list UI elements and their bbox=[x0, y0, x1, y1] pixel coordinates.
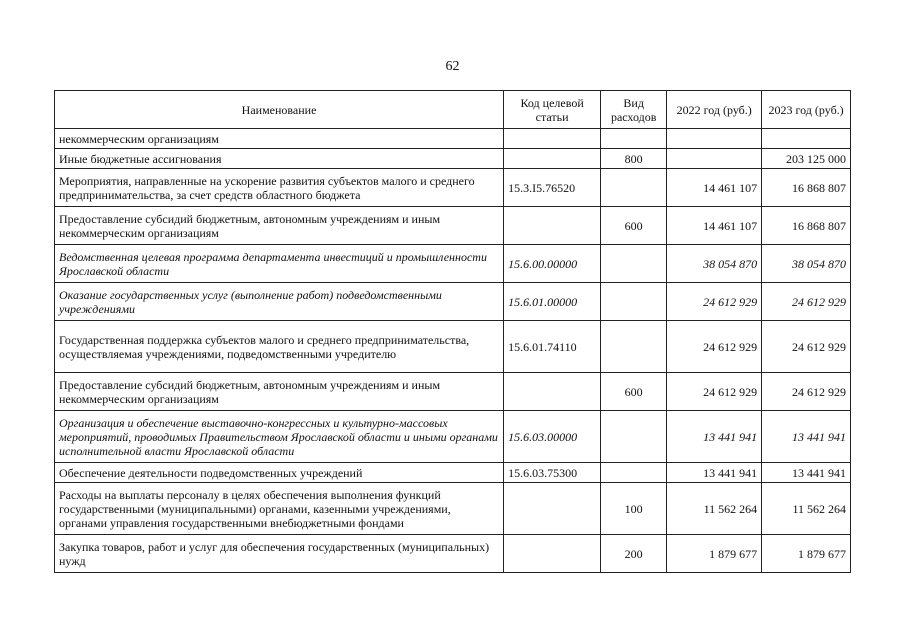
table-row bbox=[55, 535, 851, 573]
row-code-cell: 15.3.I5.76520 bbox=[504, 169, 601, 207]
table-row bbox=[55, 245, 851, 283]
row-name-cell: Закупка товаров, работ и услуг для обеспечения государственных (муниципальных) нужд bbox=[55, 535, 504, 573]
header-code: Код целевой статьи bbox=[504, 91, 601, 129]
row-code-cell: 15.6.01.00000 bbox=[504, 283, 601, 321]
row-type-cell: 200 bbox=[601, 535, 667, 573]
page-number: 62 bbox=[445, 59, 460, 74]
row-2023-cell: 24 612 929 bbox=[762, 373, 851, 411]
table-row bbox=[55, 373, 851, 411]
row-2022-cell: 38 054 870 bbox=[667, 245, 762, 283]
table-row bbox=[55, 463, 851, 483]
row-2023-cell bbox=[762, 129, 851, 149]
row-code-cell: 15.6.00.00000 bbox=[504, 245, 601, 283]
row-type-cell bbox=[601, 245, 667, 283]
header-name: Наименование bbox=[55, 91, 504, 129]
row-2023-cell: 16 868 807 bbox=[762, 169, 851, 207]
row-code-cell bbox=[504, 129, 601, 149]
row-code-cell: 15.6.01.74110 bbox=[504, 321, 601, 373]
row-2022-cell: 24 612 929 bbox=[667, 373, 762, 411]
row-code-cell bbox=[504, 207, 601, 245]
row-2023-cell: 24 612 929 bbox=[762, 321, 851, 373]
row-2023-cell: 203 125 000 bbox=[762, 149, 851, 169]
row-type-cell bbox=[601, 283, 667, 321]
budget-table bbox=[54, 90, 851, 573]
row-2022-cell: 13 441 941 bbox=[667, 411, 762, 463]
row-name-cell: некоммерческим организациям bbox=[55, 129, 504, 149]
row-code-cell bbox=[504, 373, 601, 411]
row-type-cell bbox=[601, 169, 667, 207]
table-row bbox=[55, 321, 851, 373]
row-name-cell: Предоставление субсидий бюджетным, автономным учреждениям и иным некоммерческим организациям bbox=[55, 373, 504, 411]
row-code-cell bbox=[504, 535, 601, 573]
table-row bbox=[55, 129, 851, 149]
header-2022: 2022 год (руб.) bbox=[667, 91, 762, 129]
row-2022-cell: 11 562 264 bbox=[667, 483, 762, 535]
row-name-cell: Мероприятия, направленные на ускорение развития субъектов малого и среднего предпринимательства, за счет средств областного бюджета bbox=[55, 169, 504, 207]
row-type-cell bbox=[601, 411, 667, 463]
row-2023-cell: 24 612 929 bbox=[762, 283, 851, 321]
table-header-row bbox=[55, 91, 851, 129]
row-name-cell: Государственная поддержка субъектов малого и среднего предпринимательства, осуществляемая учреждениями, подведомственными учредителю bbox=[55, 321, 504, 373]
row-type-cell bbox=[601, 463, 667, 483]
row-2023-cell: 38 054 870 bbox=[762, 245, 851, 283]
row-2022-cell bbox=[667, 149, 762, 169]
row-type-cell: 100 bbox=[601, 483, 667, 535]
table-row bbox=[55, 411, 851, 463]
row-name-cell: Иные бюджетные ассигнования bbox=[55, 149, 504, 169]
table-row bbox=[55, 169, 851, 207]
table-row bbox=[55, 483, 851, 535]
row-type-cell bbox=[601, 129, 667, 149]
row-type-cell bbox=[601, 321, 667, 373]
row-name-cell: Обеспечение деятельности подведомственных учреждений bbox=[55, 463, 504, 483]
row-2022-cell: 1 879 677 bbox=[667, 535, 762, 573]
row-name-cell: Расходы на выплаты персоналу в целях обеспечения выполнения функций государственными (муниципальными) органами, казенными учреждениями, органами управления государственными внебюджетными фондами bbox=[55, 483, 504, 535]
row-2023-cell: 1 879 677 bbox=[762, 535, 851, 573]
row-2022-cell: 24 612 929 bbox=[667, 321, 762, 373]
row-type-cell: 600 bbox=[601, 207, 667, 245]
row-2022-cell bbox=[667, 129, 762, 149]
row-name-cell: Ведомственная целевая программа департамента инвестиций и промышленности Ярославской области bbox=[55, 245, 504, 283]
table-row bbox=[55, 149, 851, 169]
row-name-cell: Оказание государственных услуг (выполнение работ) подведомственными учреждениями bbox=[55, 283, 504, 321]
header-2023: 2023 год (руб.) bbox=[762, 91, 851, 129]
row-2022-cell: 13 441 941 bbox=[667, 463, 762, 483]
row-2023-cell: 13 441 941 bbox=[762, 411, 851, 463]
row-name-cell: Предоставление субсидий бюджетным, автономным учреждениям и иным некоммерческим организациям bbox=[55, 207, 504, 245]
row-2022-cell: 14 461 107 bbox=[667, 169, 762, 207]
row-type-cell: 600 bbox=[601, 373, 667, 411]
row-code-cell bbox=[504, 149, 601, 169]
row-2022-cell: 24 612 929 bbox=[667, 283, 762, 321]
row-code-cell: 15.6.03.00000 bbox=[504, 411, 601, 463]
table-row bbox=[55, 207, 851, 245]
row-2023-cell: 11 562 264 bbox=[762, 483, 851, 535]
table-row bbox=[55, 283, 851, 321]
row-2023-cell: 13 441 941 bbox=[762, 463, 851, 483]
row-code-cell bbox=[504, 483, 601, 535]
row-code-cell: 15.6.03.75300 bbox=[504, 463, 601, 483]
row-2023-cell: 16 868 807 bbox=[762, 207, 851, 245]
row-type-cell: 800 bbox=[601, 149, 667, 169]
row-name-cell: Организация и обеспечение выставочно-конгрессных и культурно-массовых мероприятий, проводимых Правительством Ярославской области и иными органами исполнительной власти Ярославской области bbox=[55, 411, 504, 463]
row-2022-cell: 14 461 107 bbox=[667, 207, 762, 245]
header-type: Вид расходов bbox=[601, 91, 667, 129]
